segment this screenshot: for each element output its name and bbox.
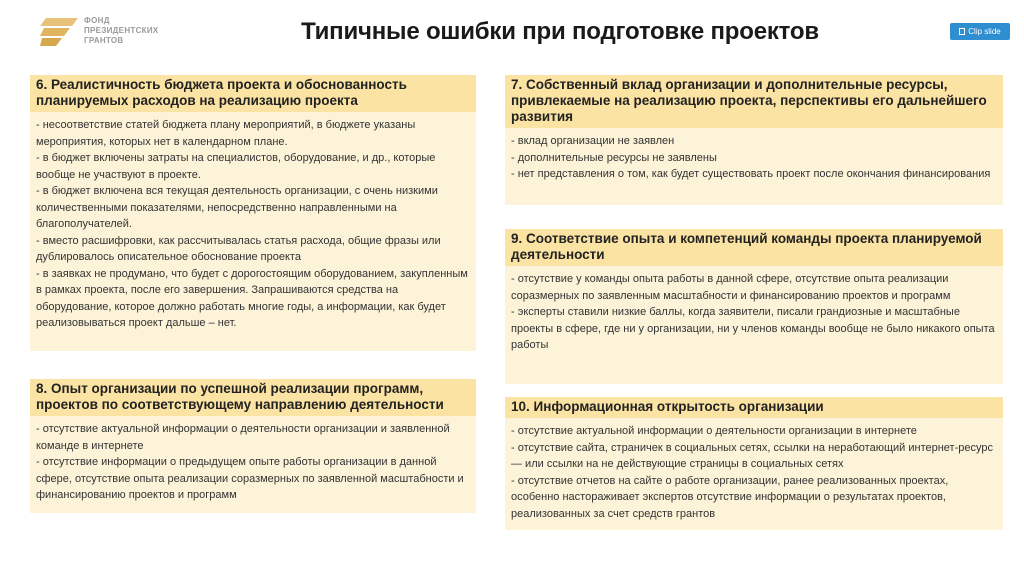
logo bbox=[40, 16, 159, 46]
card-own-contribution bbox=[505, 75, 1003, 205]
clip-slide-button[interactable] bbox=[950, 23, 1010, 40]
card-body bbox=[505, 128, 1003, 205]
card-item: - отсутствие актуальной информации о деятельности организации и заявленной команде в интернете bbox=[36, 423, 450, 452]
card-body bbox=[505, 266, 1003, 384]
card-info-openness bbox=[505, 397, 1003, 530]
card-experience bbox=[30, 379, 476, 513]
card-title: 6. Реалистичность бюджета проекта и обоснованность планируемых расходов на реализацию проекта bbox=[30, 75, 476, 112]
clip-slide-label: Clip slide bbox=[968, 27, 1001, 36]
card-item: - отсутствие информации о предыдущем опыте работы организации в данной сфере, отсутствие опыта реализации соразмерных по заявленной масштабности и финансированию проектов и программ bbox=[36, 456, 464, 501]
card-body bbox=[30, 112, 476, 351]
card-title: 8. Опыт организации по успешной реализации программ, проектов по соответствующему направлению деятельности bbox=[30, 379, 476, 416]
card-item: - нет представления о том, как будет существовать проект после окончания финансирования bbox=[511, 168, 991, 180]
card-item: - эксперты ставили низкие баллы, когда заявители, писали грандиозные и масштабные проекты в сфере, где ни у организации, ни у членов команды вообще не было никакого опыта работы bbox=[511, 306, 995, 351]
card-item: - вместо расшифровки, как рассчитывалась статья расхода, общие фразы или дублировалось описательное обоснование проекта bbox=[36, 234, 441, 263]
slide-title: Типичные ошибки при подготовке проектов bbox=[301, 18, 819, 45]
card-body bbox=[505, 418, 1003, 530]
card-title: 10. Информационная открытость организации bbox=[505, 397, 1003, 418]
logo-line-2: ПРЕЗИДЕНТСКИХ bbox=[84, 26, 159, 35]
card-item: - дополнительные ресурсы не заявлены bbox=[511, 151, 717, 164]
card-item: - в бюджет включены затраты на специалистов, оборудование, и др., которые вообще не участвуют в проекте. bbox=[36, 152, 436, 181]
card-team-competence bbox=[505, 229, 1003, 384]
card-item: - отсутствие отчетов на сайте о работе организации, ранее реализованных проектах, особенно настораживает экспертов отсутствие информации о результатах проектов, реализованных за счет средств грантов bbox=[511, 474, 949, 520]
card-item: - в бюджет включена вся текущая деятельность организации, с очень низкими количественными показателями, непосредственно направленными на благополучателей. bbox=[36, 185, 438, 230]
logo-mark-icon bbox=[40, 16, 80, 46]
card-budget bbox=[30, 75, 476, 351]
logo-line-3: ГРАНТОВ bbox=[84, 36, 124, 45]
card-body bbox=[30, 416, 476, 513]
card-item: - в заявках не продумано, что будет с дорогостоящим оборудованием, закупленным в рамках проекта, после его завершения. Запрашиваются средства на оборудование, которое должно работать многие годы, а информации, как будет реализовываться проект дальше – нет. bbox=[36, 267, 468, 329]
card-item: - отсутствие актуальной информации о деятельности организации в интернете bbox=[511, 425, 917, 437]
clip-icon bbox=[959, 28, 965, 35]
card-title: 7. Собственный вклад организации и дополнительные ресурсы, привлекаемые на реализацию проекта, перспективы его дальнейшего развития bbox=[505, 75, 1003, 128]
card-item: - отсутствие сайта, страничек в социальных сетях, ссылки на неработающий интернет-ресурс — или ссылки на не действующие страницы в социальных сетях bbox=[511, 441, 993, 470]
card-title: 9. Соответствие опыта и компетенций команды проекта планируемой деятельности bbox=[505, 229, 1003, 266]
logo-line-1: ФОНД bbox=[84, 16, 110, 25]
logo-text bbox=[84, 16, 159, 46]
card-item: - вклад организации не заявлен bbox=[511, 135, 675, 147]
card-item: - несоответствие статей бюджета плану мероприятий, в бюджете указаны мероприятия, которых нет в календарном плане. bbox=[36, 119, 416, 148]
card-item: - отсутствие у команды опыта работы в данной сфере, отсутствие опыта реализации соразмерных по заявленным масштабности и финансированию проектов и программ bbox=[511, 273, 951, 302]
